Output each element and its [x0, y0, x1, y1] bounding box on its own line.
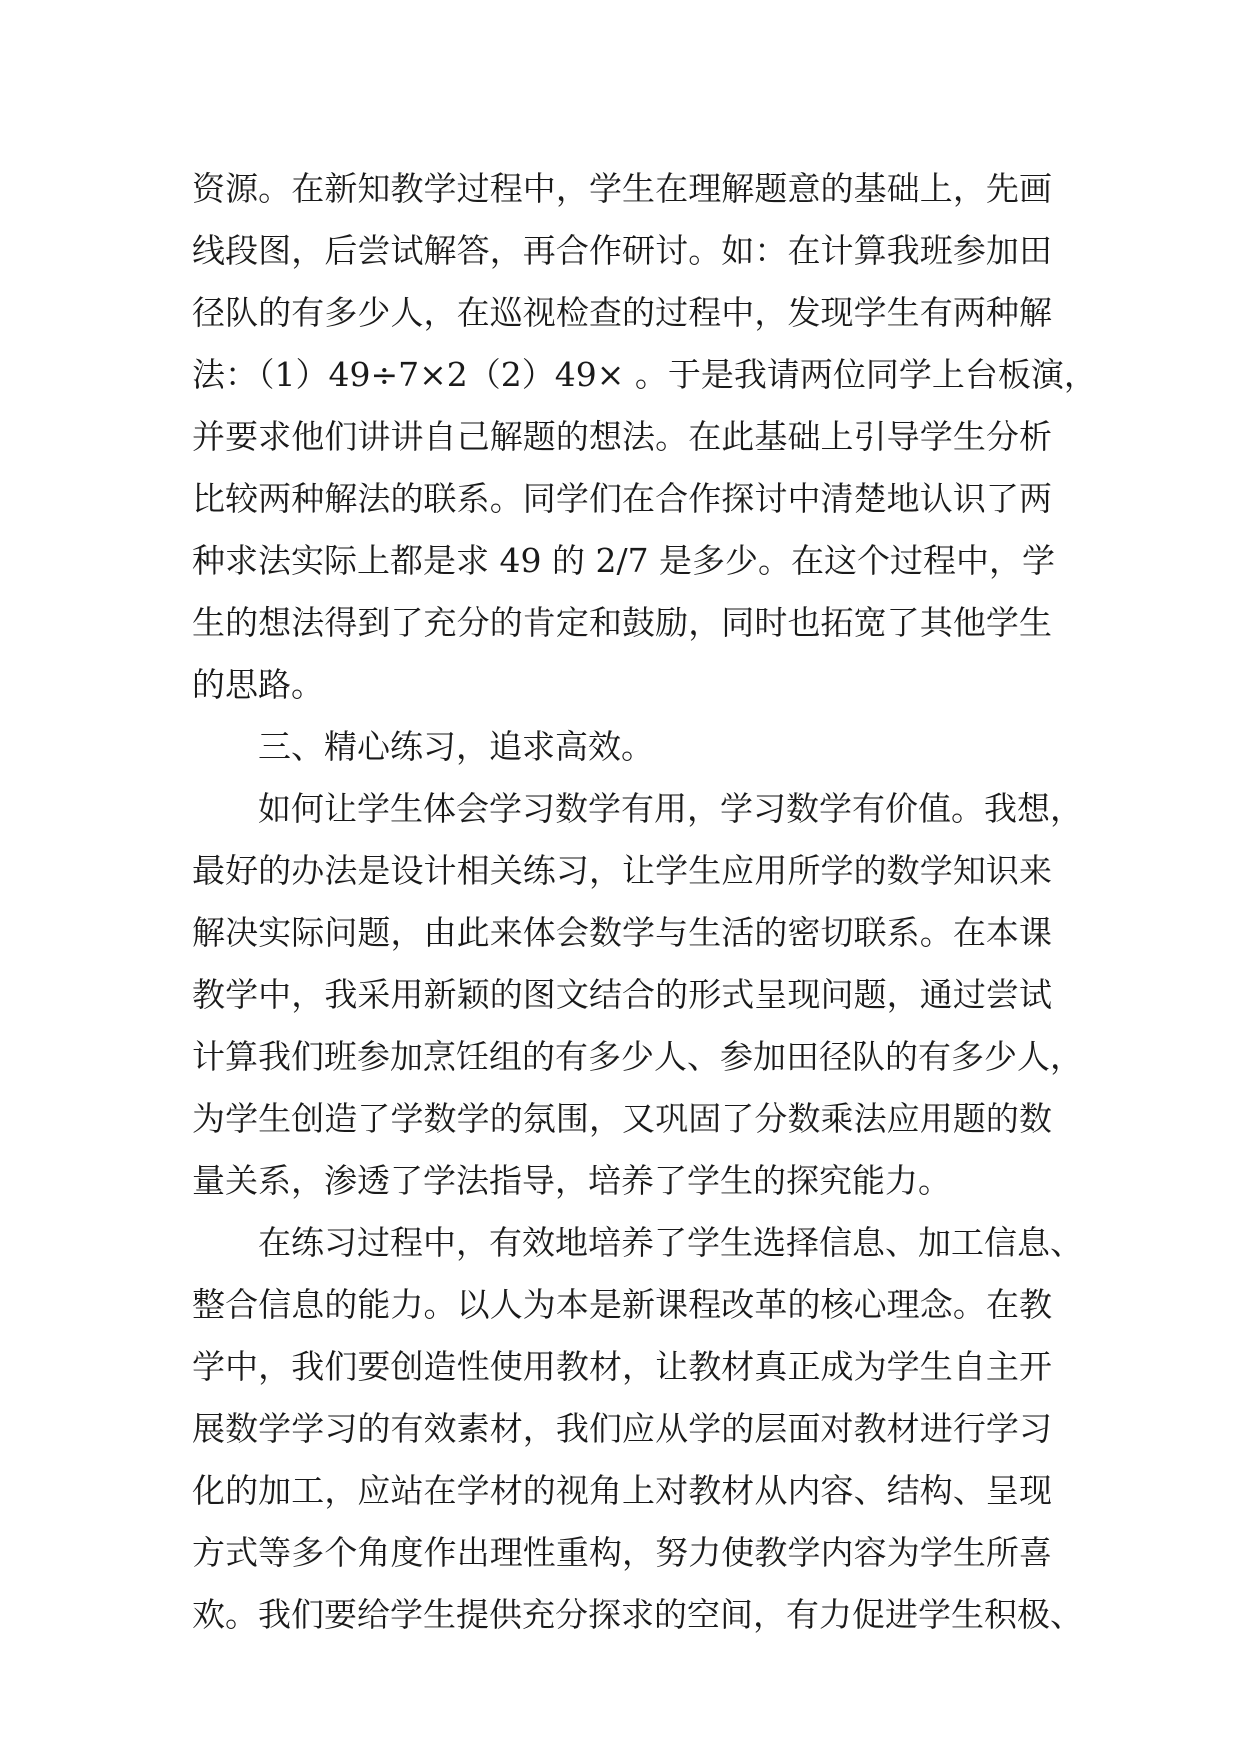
- text-line: 的思路。: [192, 665, 324, 704]
- text-line: 学中，我们要创造性使用教材，让教材真正成为学生自主开: [192, 1347, 1052, 1386]
- text-line: 最好的办法是设计相关练习，让学生应用所学的数学知识来: [192, 851, 1052, 890]
- text-line: 比较两种解法的联系。同学们在合作探讨中清楚地认识了两: [192, 479, 1052, 518]
- text-line: 种求法实际上都是求 49 的 2/7 是多少。在这个过程中，学: [192, 541, 1056, 580]
- text-line: 量关系，渗透了学法指导，培养了学生的探究能力。: [192, 1161, 951, 1200]
- text-line: 资源。在新知教学过程中，学生在理解题意的基础上，先画: [192, 169, 1052, 208]
- text-line: 并要求他们讲讲自己解题的想法。在此基础上引导学生分析: [192, 417, 1052, 456]
- text-line: 生的想法得到了充分的肯定和鼓励，同时也拓宽了其他学生: [192, 603, 1052, 642]
- text-line: 在练习过程中，有效地培养了学生选择信息、加工信息、: [258, 1223, 1083, 1262]
- text-line: 为学生创造了学数学的氛围，又巩固了分数乘法应用题的数: [192, 1099, 1052, 1138]
- text-line: 方式等多个角度作出理性重构，努力使教学内容为学生所喜: [192, 1533, 1052, 1572]
- text-line: 教学中，我采用新颖的图文结合的形式呈现问题，通过尝试: [192, 975, 1052, 1014]
- text-line: 解决实际问题，由此来体会数学与生活的密切联系。在本课: [192, 913, 1052, 952]
- text-line: 化的加工，应站在学材的视角上对教材从内容、结构、呈现: [192, 1471, 1052, 1510]
- document-body: [192, 158, 1097, 1646]
- text-line: 线段图，后尝试解答，再合作研讨。如：在计算我班参加田: [192, 231, 1052, 270]
- text-line: 三、精心练习，追求高效。: [258, 727, 654, 766]
- text-line: 法：（1）49÷7×2（2）49× 。于是我请两位同学上台板演，: [192, 355, 1097, 394]
- text-line: 整合信息的能力。以人为本是新课程改革的核心理念。在教: [192, 1285, 1052, 1324]
- text-line: 欢。我们要给学生提供充分探求的空间，有力促进学生积极、: [192, 1595, 1083, 1634]
- text-line: 展数学学习的有效素材，我们应从学的层面对教材进行学习: [192, 1409, 1052, 1448]
- text-line: 径队的有多少人，在巡视检查的过程中，发现学生有两种解: [192, 293, 1052, 332]
- text-line: 计算我们班参加烹饪组的有多少人、参加田径队的有多少人，: [192, 1037, 1083, 1076]
- text-line: 如何让学生体会学习数学有用，学习数学有价值。我想，: [258, 789, 1083, 828]
